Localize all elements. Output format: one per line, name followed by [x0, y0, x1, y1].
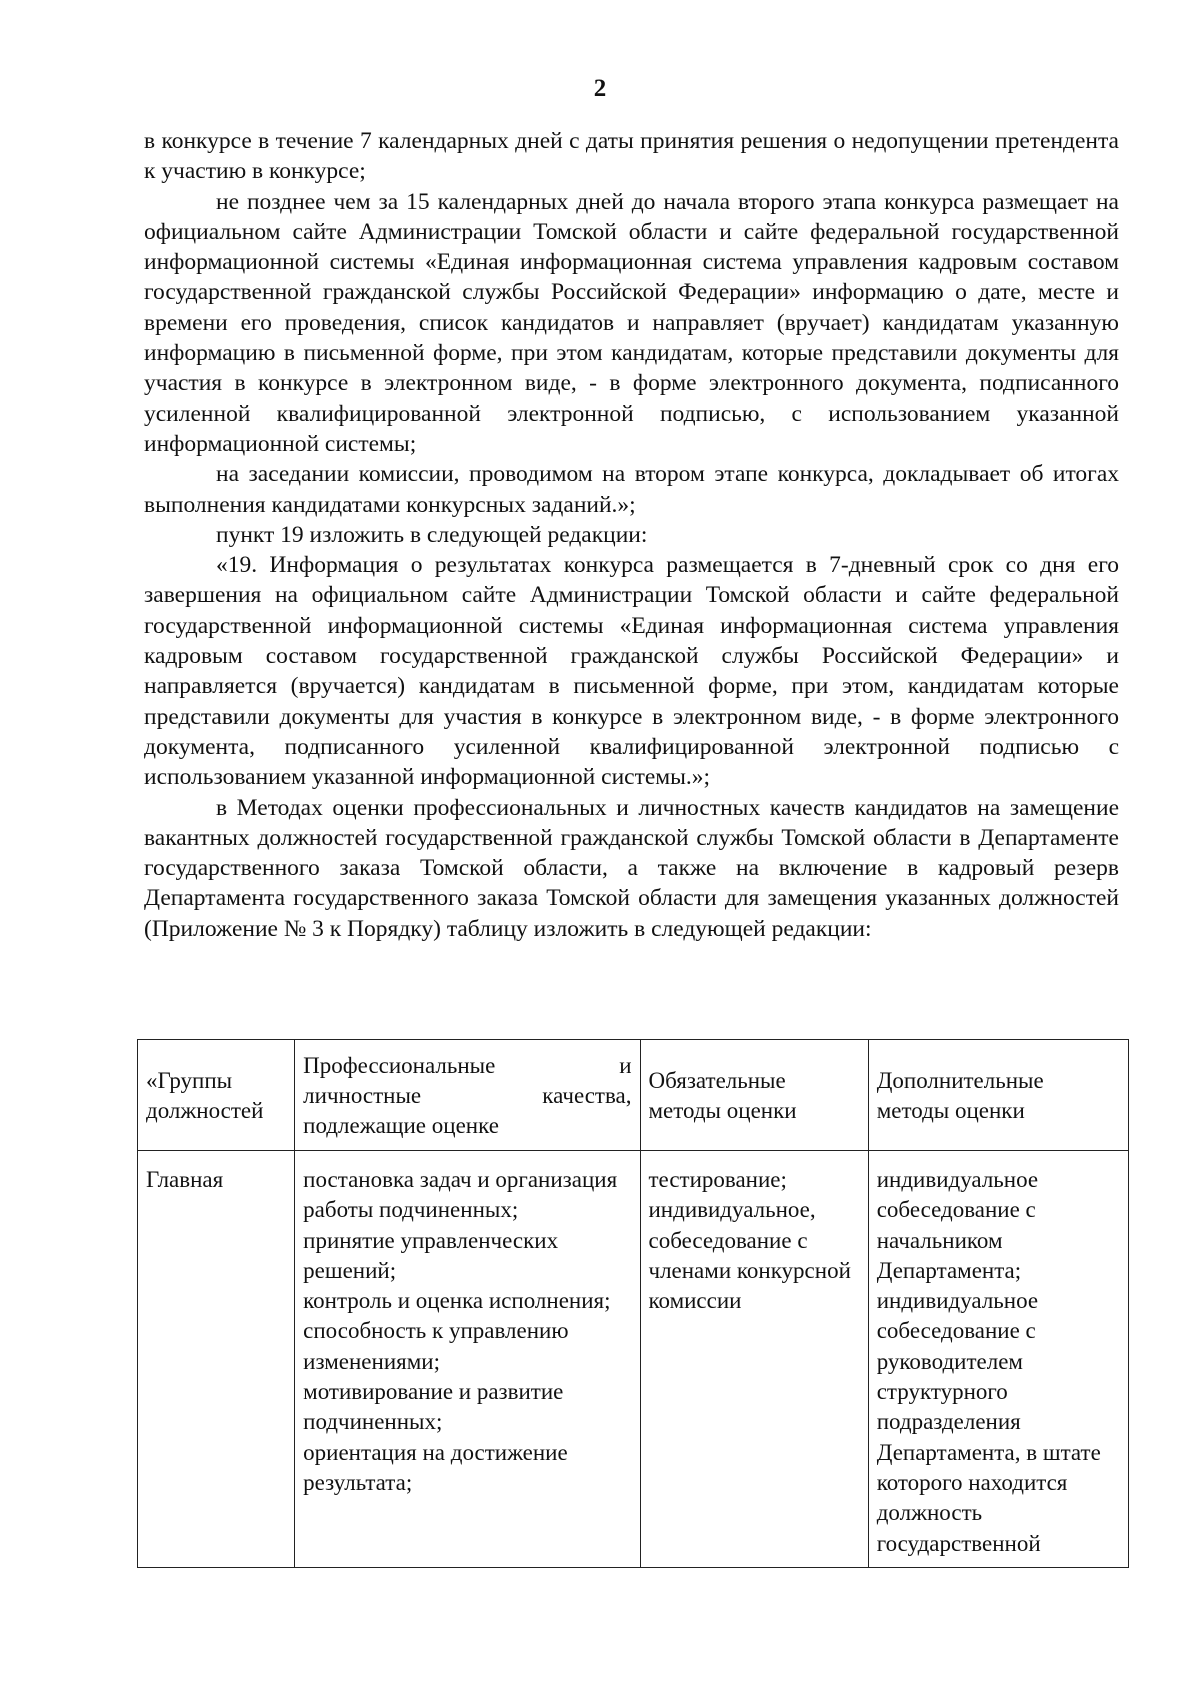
document-body	[144, 126, 1119, 944]
additional-method-item: индивидуальное собеседование с начальником Департамента;	[876, 1167, 1039, 1283]
header-position-groups: «Группы должностей	[138, 1040, 295, 1151]
cell-additional-methods	[868, 1151, 1128, 1568]
header-qualities: Профессиональные и личностные качества, подлежащие оценке	[295, 1040, 640, 1151]
paragraph: пункт 19 изложить в следующей редакции:	[216, 521, 648, 548]
page-number: 2	[593, 75, 607, 102]
cell-mandatory-methods	[640, 1151, 868, 1568]
header-additional-methods: Дополнительные методы оценки	[868, 1040, 1128, 1151]
evaluation-methods-table	[137, 1039, 1129, 1568]
table-row	[138, 1151, 1129, 1568]
quality-item: ориентация на достижение результата;	[303, 1439, 568, 1495]
quality-item: мотивирование и развитие подчиненных;	[303, 1379, 564, 1435]
paragraph: в Методах оценки профессиональных и личностных качеств кандидатов на замещение вакантных должностей государственной гражданской службы Томской области в Департаменте государственного заказа Томской области, а также на включение в кадровый резерв Департамента государственного заказа Томской области для замещения указанных должностей (Приложение № 3 к Порядку) таблицу изложить в следующей редакции:	[144, 794, 1119, 942]
additional-method-item: индивидуальное собеседование с руководителем структурного подразделения Департамента, в штате которого находится должность государственной	[876, 1288, 1101, 1556]
paragraph: не позднее чем за 15 календарных дней до начала второго этапа конкурса размещает на официальном сайте Администрации Томской области и сайте федеральной государственной информационной системы «Единая информационная система управления кадровым составом государственной гражданской службы Российской Федерации» информацию о дате, месте и времени его проведения, список кандидатов и направляет (вручает) кандидатам указанную информацию в письменной форме, при этом кандидатам, которые представили документы для участия в конкурсе в электронном виде, - в форме электронного документа, подписанного усиленной квалифицированной электронной подписью, с использованием указанной информационной системы;	[144, 188, 1119, 457]
cell-group: Главная	[138, 1151, 295, 1568]
quality-item: постановка задач и организация работы подчиненных;	[303, 1167, 618, 1223]
table-header-row	[138, 1040, 1129, 1151]
header-mandatory-methods: Обязательные методы оценки	[640, 1040, 868, 1151]
paragraph: на заседании комиссии, проводимом на втором этапе конкурса, докладывает об итогах выполнения кандидатами конкурсных заданий.»;	[144, 461, 1119, 518]
cell-qualities	[295, 1151, 640, 1568]
paragraph: «19. Информация о результатах конкурса размещается в 7-дневный срок со дня его завершения на официальном сайте Администрации Томской области и сайте федеральной государственной информационной системы «Единая информационная система управления кадровым составом государственной гражданской службы Российской Федерации» и направляется (вручается) кандидатам в письменной форме, при этом, кандидатам которые представили документы для участия в конкурсе в электронном виде, - в форме электронного документа, подписанного усиленной квалифицированной электронной подписью с использованием указанной информационной системы.»;	[144, 552, 1119, 791]
mandatory-method-item: тестирование;	[648, 1167, 787, 1192]
quality-item: контроль и оценка исполнения;	[303, 1288, 611, 1314]
quality-item: способность к управлению изменениями;	[303, 1318, 569, 1374]
quality-item: принятие управленческих решений;	[303, 1227, 559, 1283]
mandatory-method-item: индивидуальное, собеседование с членами конкурсной комиссии	[648, 1197, 851, 1314]
paragraph: в конкурсе в течение 7 календарных дней с даты принятия решения о недопущении претендента к участию в конкурсе;	[144, 128, 1119, 185]
